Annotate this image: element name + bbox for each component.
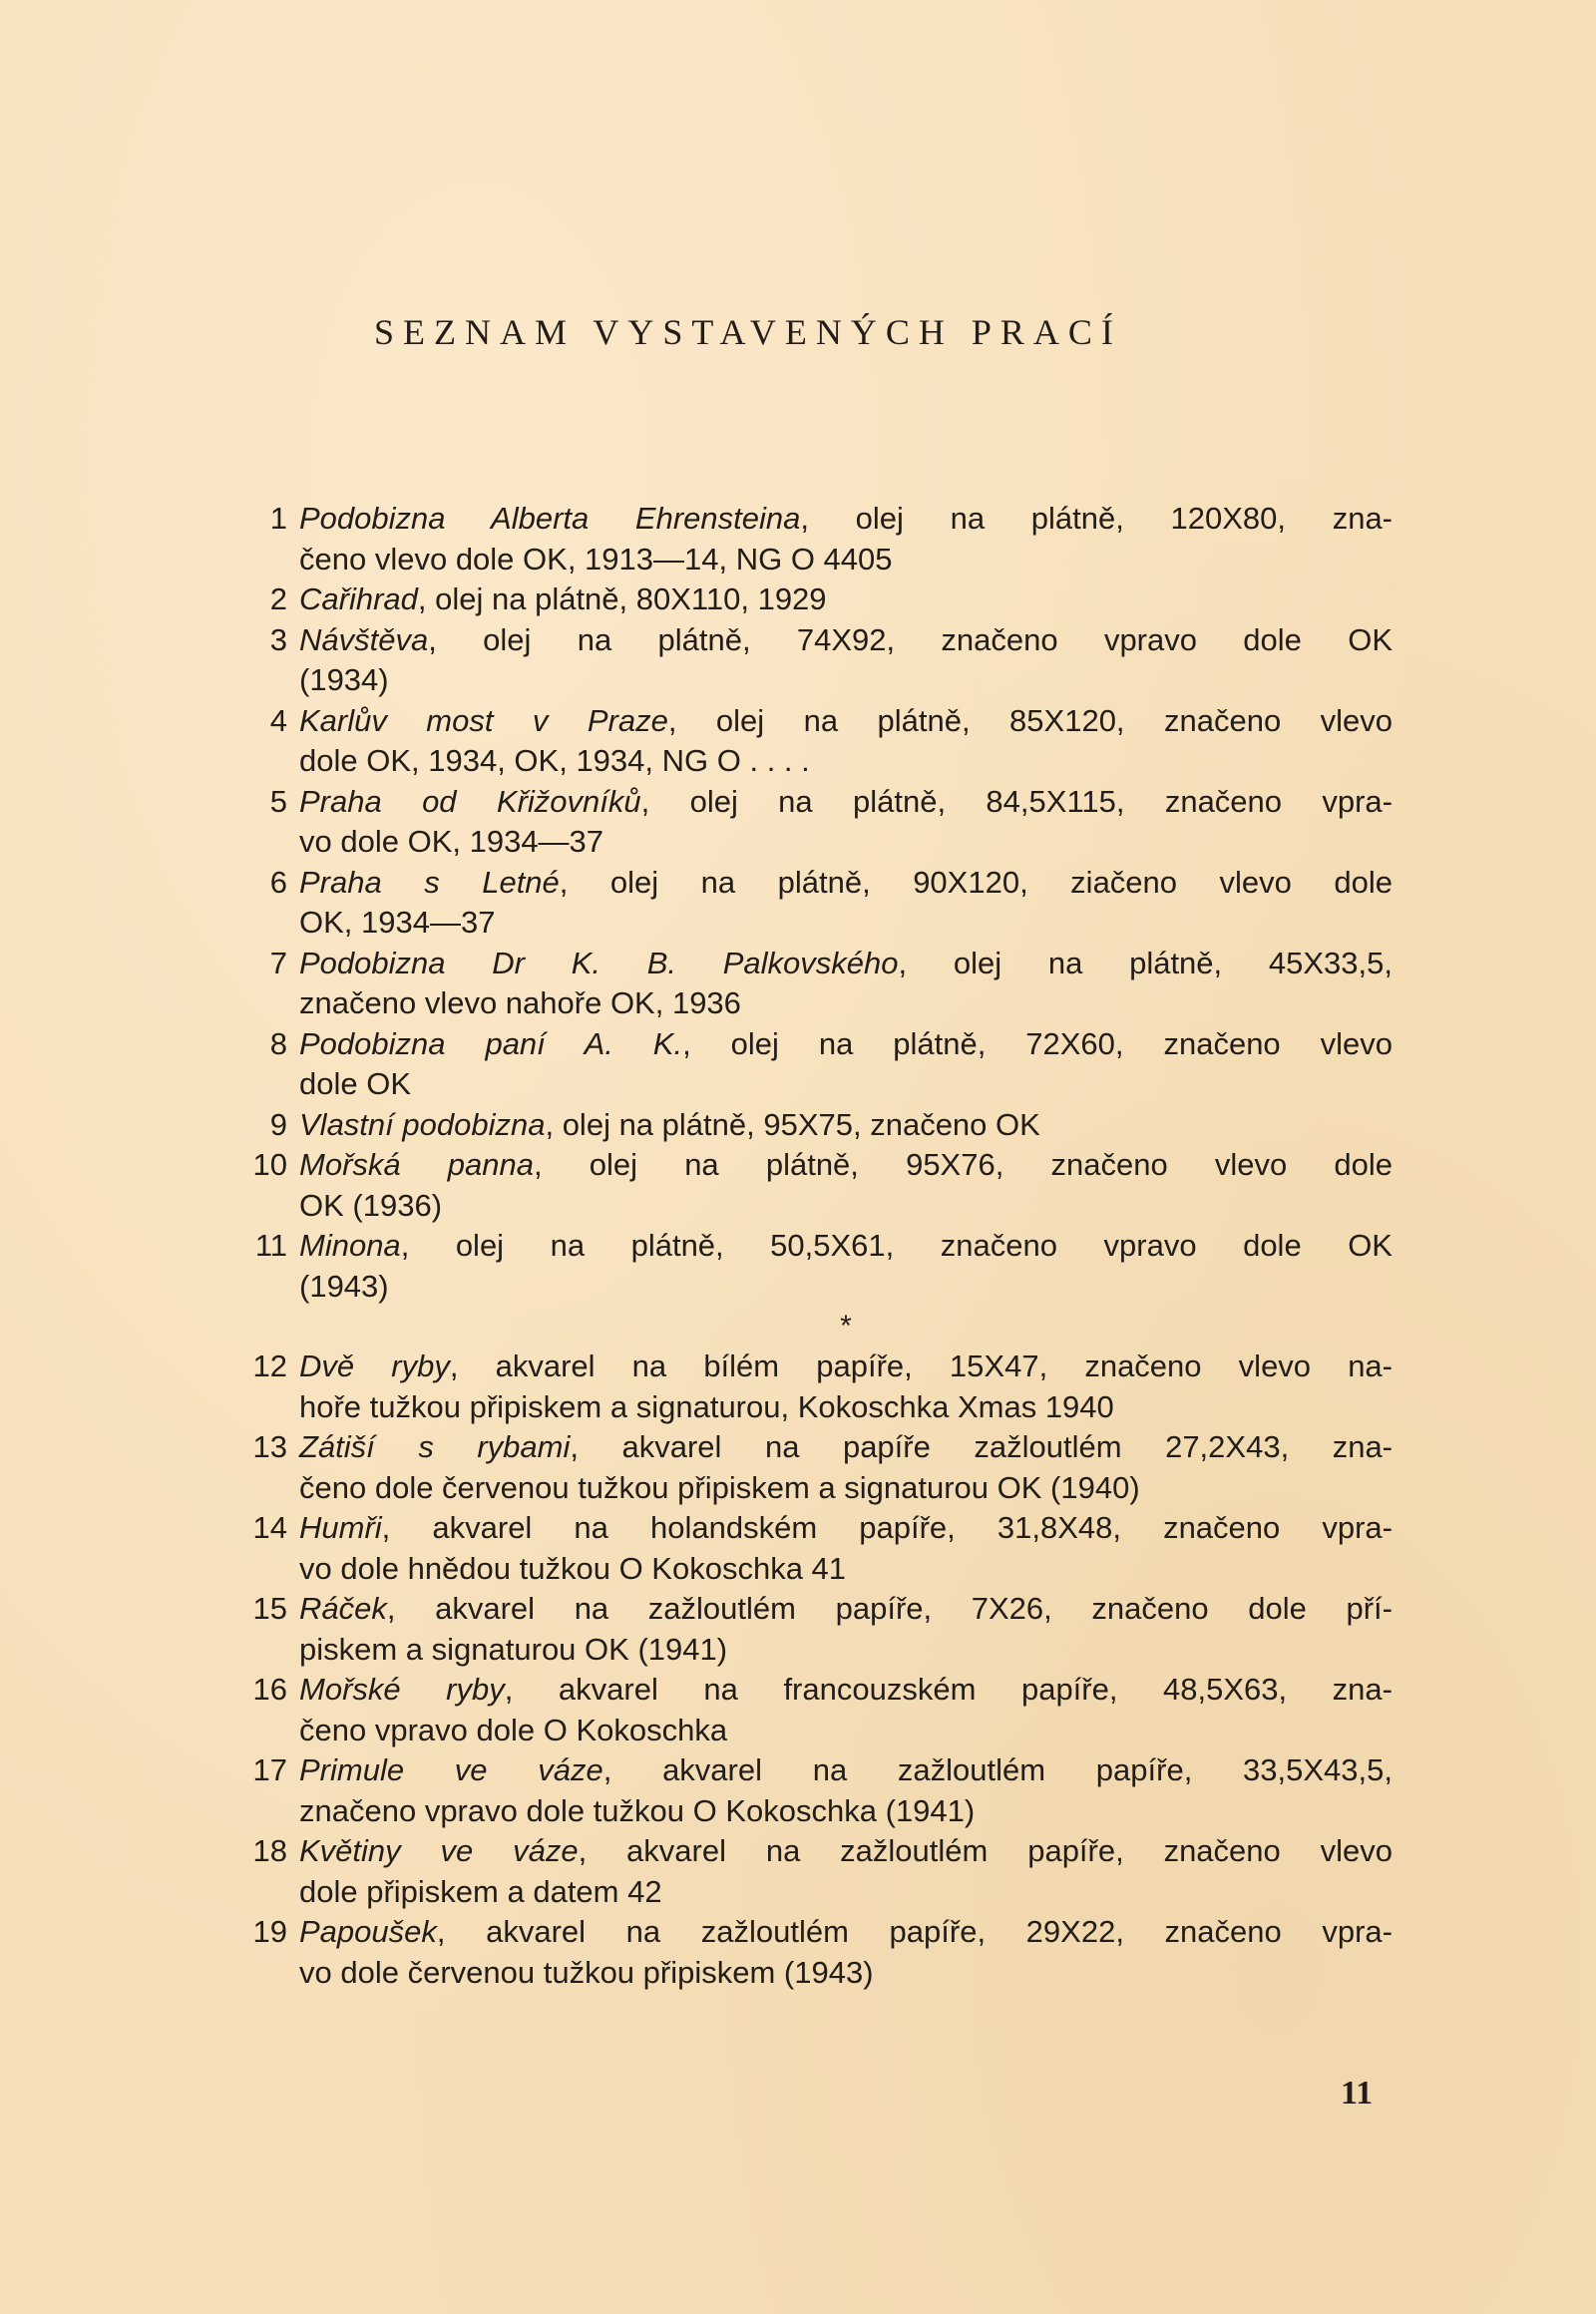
item-line: [299, 741, 1393, 782]
list-item: [249, 863, 1393, 944]
item-line: [299, 1186, 1393, 1227]
work-details: , olej na plátně, 50,5X61, značeno vpravo dole OK: [400, 1228, 1393, 1263]
list-item: [249, 782, 1393, 863]
item-description: [299, 1831, 1393, 1912]
work-title: Podobizna paní A. K.: [299, 1025, 683, 1061]
work-details: vo dole červenou tužkou připiskem (1943): [299, 1954, 874, 1990]
item-number: 9: [269, 1106, 287, 1142]
list-item: [249, 579, 1393, 620]
work-title: Zátiší s rybami: [299, 1429, 571, 1464]
work-title: Mořské ryby: [299, 1672, 505, 1707]
item-line: [299, 1791, 1393, 1832]
item-line: [299, 1024, 1393, 1065]
work-details: , akvarel na holandském papíře, 31,8X48, značeno vpra-: [381, 1510, 1393, 1545]
item-line: [299, 1267, 1393, 1308]
work-title: Minona: [299, 1228, 401, 1263]
work-details: značeno vlevo nahoře OK, 1936: [299, 985, 741, 1020]
work-details: vo dole hnědou tužkou O Kokoschka 41: [299, 1550, 847, 1586]
works-list: [249, 499, 1393, 1993]
item-line: [299, 1427, 1393, 1468]
item-line: [299, 1750, 1393, 1791]
work-details: vo dole OK, 1934—37: [299, 824, 604, 859]
item-number: 18: [252, 1833, 287, 1868]
work-details: , olej na plátně, 72X60, značeno vlevo: [682, 1025, 1393, 1061]
work-details: , olej na plátně, 95X75, značeno OK: [545, 1106, 1040, 1142]
item-number: 4: [269, 702, 287, 738]
item-description: [299, 1024, 1393, 1105]
item-number: 14: [252, 1510, 287, 1545]
list-item: [249, 1427, 1393, 1508]
item-line: [299, 944, 1393, 984]
work-details: hoře tužkou připiskem a signaturou, Kokoschka Xmas 1940: [299, 1388, 1114, 1424]
item-line: [299, 782, 1393, 823]
work-title: Primule ve váze: [299, 1752, 603, 1787]
work-title: Návštěva: [299, 621, 429, 657]
work-details: , olej na plátně, 84,5X115, značeno vpra-: [640, 783, 1393, 819]
work-details: , akvarel na francouzském papíře, 48,5X63, zna-: [504, 1672, 1393, 1707]
work-details: (1934): [299, 662, 389, 697]
item-line: [299, 1549, 1393, 1590]
item-line: [299, 1912, 1393, 1953]
work-title: Praha od Křižovníků: [299, 783, 641, 819]
work-details: dole OK: [299, 1066, 412, 1101]
item-number: 11: [254, 1228, 287, 1263]
item-line: [299, 540, 1393, 580]
work-details: , olej na plátně, 95X76, značeno vlevo dole: [534, 1147, 1393, 1182]
item-description: [299, 579, 1393, 620]
item-number: 2: [269, 581, 287, 616]
work-details: dole OK, 1934, OK, 1934, NG O . . . .: [299, 743, 810, 778]
item-line: [299, 1508, 1393, 1549]
list-item: [249, 1145, 1393, 1226]
work-title: Květiny ve váze: [299, 1833, 579, 1868]
item-description: [299, 701, 1393, 782]
item-description: [299, 1347, 1393, 1427]
item-line: [299, 499, 1393, 540]
item-line: [299, 1145, 1393, 1186]
item-line: [299, 1468, 1393, 1509]
work-title: Mořská panna: [299, 1147, 534, 1182]
work-details: , akvarel na zažloutlém papíře, značeno vlevo: [578, 1833, 1393, 1868]
work-details: dole připiskem a datem 42: [299, 1873, 662, 1909]
item-description: [299, 620, 1393, 701]
list-item: [249, 1750, 1393, 1831]
item-number: 13: [252, 1429, 287, 1464]
item-description: [299, 1427, 1393, 1508]
item-line: [299, 1105, 1393, 1146]
work-details: značeno vpravo dole tužkou O Kokoschka (1941): [299, 1792, 976, 1828]
work-details: čeno dole červenou tužkou připiskem a signaturou OK (1940): [299, 1469, 1140, 1505]
item-line: [299, 1589, 1393, 1630]
list-item: [249, 944, 1393, 1024]
list-item: [249, 1347, 1393, 1427]
work-details: , olej na plátně, 85X120, značeno vlevo: [667, 702, 1393, 738]
list-item: [249, 499, 1393, 579]
section-separator: *: [840, 1310, 852, 1343]
list-item: [249, 1912, 1393, 1993]
item-line: [299, 579, 1393, 620]
item-description: [299, 1589, 1393, 1670]
watercolor-works-section: [249, 1347, 1393, 1993]
item-number: 12: [252, 1349, 287, 1383]
work-title: Podobizna Dr K. B. Palkovského: [299, 945, 899, 980]
work-title: Humři: [299, 1510, 382, 1545]
work-details: čeno vpravo dole O Kokoschka: [299, 1712, 728, 1747]
item-description: [299, 1226, 1393, 1307]
list-item: [249, 620, 1393, 701]
item-number: 3: [269, 621, 287, 657]
work-title: Vlastní podobizna: [299, 1106, 546, 1142]
work-title: Papoušek: [299, 1914, 437, 1949]
work-details: , akvarel na bílém papíře, 15X47, značeno vlevo na-: [449, 1349, 1393, 1383]
item-number: 19: [252, 1914, 287, 1949]
list-item: [249, 1024, 1393, 1105]
item-number: 5: [269, 783, 287, 819]
work-title: Dvě ryby: [299, 1349, 450, 1383]
item-line: [299, 1953, 1393, 1994]
item-description: [299, 1105, 1393, 1146]
list-item: [249, 701, 1393, 782]
item-number: 8: [269, 1025, 287, 1061]
work-details: , olej na plátně, 45X33,5,: [898, 945, 1393, 980]
work-details: , akvarel na papíře zažloutlém 27,2X43, zna-: [570, 1429, 1394, 1464]
item-description: [299, 944, 1393, 1024]
work-details: OK, 1934—37: [299, 905, 496, 940]
work-details: , olej na plátně, 120X80, zna-: [800, 501, 1394, 536]
item-description: [299, 1670, 1393, 1750]
work-title: Karlův most v Praze: [299, 702, 668, 738]
item-line: [299, 983, 1393, 1024]
item-line: [299, 701, 1393, 742]
work-details: , akvarel na zažloutlém papíře, 29X22, značeno vpra-: [436, 1914, 1393, 1949]
item-line: [299, 1711, 1393, 1751]
item-line: [299, 863, 1393, 904]
item-line: [299, 1831, 1393, 1872]
item-line: [299, 1630, 1393, 1671]
list-item: [249, 1589, 1393, 1670]
item-description: [299, 1145, 1393, 1226]
work-details: OK (1936): [299, 1187, 443, 1223]
item-line: [299, 1064, 1393, 1105]
item-description: [299, 499, 1393, 579]
item-description: [299, 782, 1393, 863]
list-item: [249, 1105, 1393, 1146]
item-description: [299, 1750, 1393, 1831]
item-line: [299, 1387, 1393, 1428]
item-number: 16: [252, 1672, 287, 1707]
work-details: , olej na plátně, 80X110, 1929: [417, 581, 827, 616]
work-details: (1943): [299, 1268, 389, 1304]
work-details: , akvarel na zažloutlém papíře, 7X26, značeno dole pří-: [386, 1591, 1393, 1626]
page-number: 11: [1341, 2075, 1374, 2112]
work-details: , olej na plátně, 90X120, ziačeno vlevo dole: [559, 864, 1393, 900]
item-number: 1: [269, 501, 287, 536]
item-number: 10: [252, 1147, 287, 1182]
work-details: čeno vlevo dole OK, 1913—14, NG O 4405: [299, 541, 893, 577]
item-line: [299, 1872, 1393, 1913]
work-title: Praha s Letné: [299, 864, 560, 900]
work-title: Podobizna Alberta Ehrensteina: [299, 501, 801, 536]
work-details: , olej na plátně, 74X92, značeno vpravo dole OK: [428, 621, 1393, 657]
item-description: [299, 1508, 1393, 1589]
work-details: , akvarel na zažloutlém papíře, 33,5X43,5,: [602, 1752, 1393, 1787]
list-item: [249, 1508, 1393, 1589]
item-line: [299, 660, 1393, 701]
list-item: [249, 1670, 1393, 1750]
work-title: Ráček: [299, 1591, 387, 1626]
work-title: Cařihrad: [299, 581, 418, 616]
item-line: [299, 1347, 1393, 1387]
item-description: [299, 863, 1393, 944]
item-line: [299, 1670, 1393, 1711]
item-number: 7: [269, 945, 287, 980]
item-number: 6: [269, 864, 287, 900]
item-line: [299, 1226, 1393, 1267]
work-details: piskem a signaturou OK (1941): [299, 1631, 728, 1667]
list-item: [249, 1831, 1393, 1912]
item-number: 15: [252, 1591, 287, 1626]
item-number: 17: [252, 1752, 287, 1787]
item-line: [299, 903, 1393, 944]
list-item: [249, 1226, 1393, 1307]
item-description: [299, 1912, 1393, 1993]
item-line: [299, 620, 1393, 661]
item-line: [299, 822, 1393, 863]
page-title: SEZNAM VYSTAVENÝCH PRACÍ: [374, 312, 1122, 352]
oil-works-section: [249, 499, 1393, 1307]
